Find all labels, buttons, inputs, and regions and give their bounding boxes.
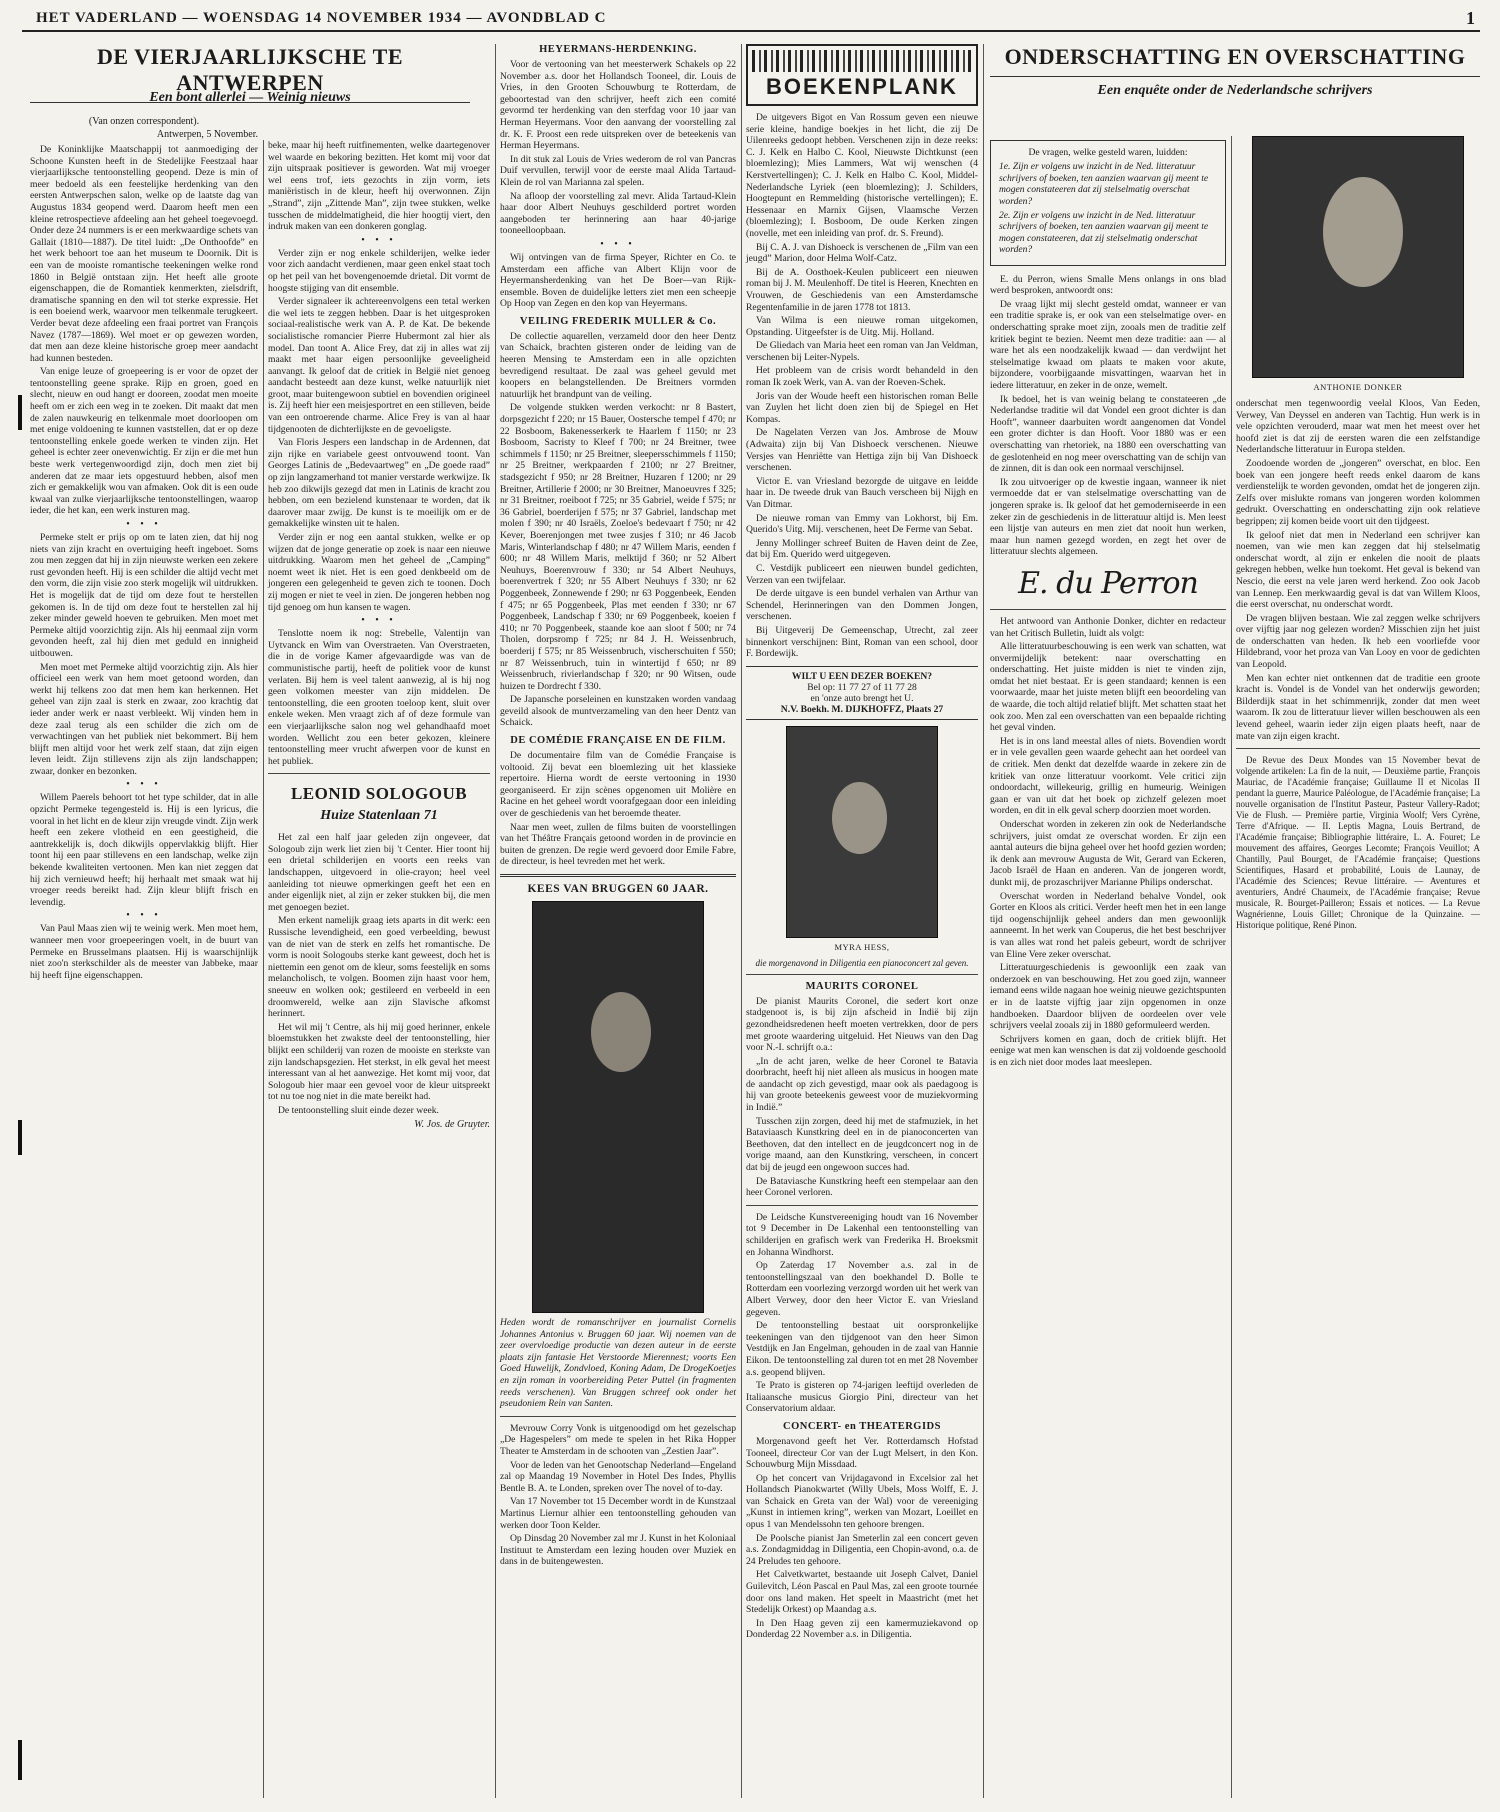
paragraph: De vraag lijkt mij slecht gesteld omdat, wanneer er van een traditie sprake is, er ook van een stelselmatige over- en onderschatting sprake moet zijn, zooals men de traditie zelf kritiek begint te bezien. Neemt men deze traditie: aan — al ware het als een noodzakelijk kwaad — dan verdwijnt het stelselmatige kwaad om plaats te maken voor akute, bijzondere, voorbijgaande misvattingen, waarvan het in iedere litteratuur, en zeker in de onze, wemelt. [990, 298, 1226, 391]
column-rule [741, 44, 742, 1798]
paragraph: C. Vestdijk publiceert een nieuwen bundel gedichten, Verzen van een twijfelaar. [746, 562, 978, 586]
paragraph: Schrijvers komen en gaan, doch de critiek blijft. Het eenige wat men kan wenschen is dat zij voldoende geschoold is en zich niet door modes laat meeslepen. [990, 1033, 1226, 1068]
paragraph: Men moet met Permeke altijd voorzichtig zijn. Als hier officieel een werk van hem moet getoond worden, dan werkt hij telkens zoo dat men hem kan herkennen. Het geheel van zijn zaal is sterk en zwaar, zoo krachtig dat ieder ander werk er naast verbleekt. Wij vinden hem in deze zaal terug als een schilder die zich om de verwachtingen van het publiek niet bekommert. Bij hem blijft men altijd voor het werk zelf staan, dat zijn eigen leven leidt. Zijn stillevens zijn als zijn landschappen; zwaar, donker en bezonken. [30, 661, 258, 777]
paragraph: Overschat worden in Nederland behalve Vondel, ook Gorter en Kloos als critici. Verder heeft men het in een lange tijd oogenschijnlijk geheel anders dan men gewoonlijk aanneemt. In het werk van Couperus, die het best beschrijver is van alles wat rond het paleis gebeurt, wordt de schrijver van Eline Vere zeker overschat. [990, 890, 1226, 960]
paragraph: De vragen blijven bestaan. Wie zal zeggen welke schrijvers over vijftig jaar nog gelezen worden? Misschien zijn het juist de onderschatten van heden. Ik heb een voorliefde voor Hildebrand, voor het proza van Van Looy en voor de gedichten van Leopold. [1236, 612, 1480, 671]
ad-delivery: en 'onze auto brengt het U. [810, 692, 914, 704]
portrait-photo-anthonie-donker [1252, 136, 1464, 378]
article-title-onderschatting: ONDERSCHATTING EN OVERSCHATTING [990, 44, 1480, 77]
article-title-kees-van-bruggen: KEES VAN BRUGGEN 60 JAAR. [527, 883, 709, 895]
column-rule [495, 44, 496, 1798]
paragraph: Bij de A. Oosthoek-Keulen publiceert een nieuwen roman bij J. M. Meulenhoff. De titel is Heeren, Knechten en Vrouwen, de Geschiedenis van een Amsterdamsche Regentenfamilie in de jaren 1778 tot 1813. [746, 266, 978, 313]
paragraph: De Leidsche Kunstvereeniging houdt van 16 November tot 9 December in De Lakenhal een tentoonstelling van schilderijen en grafisch werk van Frederika H. Broeksmit en Johanna Windhorst. [746, 1211, 978, 1258]
paragraph: Joris van der Woude heeft een historischen roman Belle van Zuylen het licht doen zien bij de Spiegel en Het Kompas. [746, 390, 978, 425]
paragraph: Op Zaterdag 17 November a.s. zal in de tentoonstellingszaal van den boekhandel D. Bolle te Rotterdam een voorlezing verzorgd worden uit het werk van Albert Verwey, door den heer Victor E. van Vriesland gegeven. [746, 1260, 978, 1318]
author-signature: W. Jos. de Gruyter. [414, 1118, 490, 1130]
ad-shop: N.V. Boekh. M. DIJKHOFFZ, Plaats 27 [780, 703, 944, 715]
article-title-maurits-coronel: MAURITS CORONEL [805, 980, 919, 992]
paragraph: De tentoonstelling bestaat uit oorspronkelijke teekeningen van den tijdgenoot van den heer Simon Vestdijk en Jan Engelman, gehouden in de zaal van Hannie Eikon. De tentoonstelling zal duren tot en met 28 November a.s. geopend blijven. [746, 1320, 978, 1378]
paragraph: Na afloop der voorstelling zal mevr. Alida Tartaud-Klein haar door Albert Neuhuys geschilderd portret worden aangeboden ter herinnering aan haar 40-jarige tooneelloopbaan. [500, 190, 736, 237]
paragraph: Het zal een half jaar geleden zijn ongeveer, dat Sologoub zijn werk liet zien bij 't Center. Hier toont hij een drietal schilderijen en voorts een reeks van landschappen, uitgevoerd in olie-crayon; heel veel aanleiding tot nieuwe opmerkingen geeft het een en ander eigenlijk niet, al zijn er zeker stukken bij, die men met genoegen beziet. [268, 832, 490, 913]
margin-mark [18, 1120, 22, 1155]
paragraph: Men kan echter niet ontkennen dat de traditie een groote kracht is. Vondel is de Vondel van het onderwijs geworden; Bilderdijk staat in het schimmenrijk, zonder dat men weet waarom. Ik zou de litteratuur liever willen beschouwen als een levend geheel, waarin ieder zijn eigen plaats heeft, naar de mate van zijn eigen kracht. [1236, 672, 1480, 742]
paragraph: Willem Paerels behoort tot het type schilder, dat in alle opzicht Permeke tegengesteld is. Hij is een lyricus, die vooral in het licht en de kleur zijn vreugde vindt. Zijn werk heeft een zekere vlotheid en een geestigheid, die aantrekkelijk is, doch dikwijls oppervlakkig blijft. Hier toont hij een paar stillevens en een landschap, welke zijn bekende kwaliteiten vertoonen. Men kan niet zeggen dat hij zich vernieuwd heeft; hij herhaalt met smaak wat hij vroeger reeds bereikt had. Zijn kleur blijft frisch en levendig. [30, 792, 258, 908]
paragraph: E. du Perron, wiens Smalle Mens onlangs in ons blad werd besproken, antwoordt ons: [990, 273, 1226, 297]
paragraph: Van Paul Maas zien wij te weinig werk. Men moet hem, wanneer men voor groepeeringen voelt, in de buurt van Permeke en Brusselmans plaatsen. Hij is waarschijnlijk niet zoo'n sterkschilder als de meester van Jabbeke, maar hij heeft fijne eigenschappen. [30, 923, 258, 981]
paragraph: Men erkent namelijk graag iets aparts in dit werk: een Russische levendigheid, een goed verbeelding, bewust van de niet van de sterk en zelfs het romantische. De vorm is nooit Sologoubs sterke kant geweest, doch het is niettemin een genot om de kleur, soms feestelijk en soms melancholisch, te volgen. Boomen zijn haast voor hem, sneeuw en wolken ook; gestileerd en verbeeld in een droomwereld, welke aan zijn Slavische afkomst herinnert. [268, 915, 490, 1020]
paragraph: Op het concert van Vrijdagavond in Excelsior zal het Hollandsch Pianokwartet (Willy Ubels, Moss Wolff, E. J. van Schaick en Greta van der Wal) voor de vereeniging „Kunst in intiemen kring”, werken van Mozart, Loeillet en opus 1 van Mendelssohn ten gehoore brengen. [746, 1472, 978, 1531]
paragraph: Zoodoende worden de „jongeren” overschat, en bloc. Een boek van een jongere heeft reeds enkel daarom de kans verdienstelijk te worden gevonden, omdat het de jongeren zijn. Zelfs over mislukte romans van jongeren worden kolommen gedrukt. Overschatting en onderschatting zijn ook relatieve begrippen; zij komen beide voort uit den tijdgeest. [1236, 457, 1480, 527]
article-subtitle-statenlaan: Huize Statenlaan 71 [320, 808, 438, 824]
paragraph: De volgende stukken werden verkocht: nr 8 Bastert, dorpsgezicht f 220; nr 15 Bauer, Oostersche tempel f 470; nr 22 Bosboom, Bakenesserkerk te Haarlem f 1150; nr 23 Bosboom, Sacristy to Kleef f 700; nr 24 Breitner, twee schimmels f 1150; nr 25 Breitner, sleepersschimmels f 1150; nr 25 Breitner, werkpaarden f 2100; nr 27 Breitner, stadsgezicht f 950; nr 28 Breitner, Huzaren f 1200; nr 29 Breitner, Artillerie f 2000; nr 30 Breitner, Manoeuvres f 325; nr 31 Breitner, roeiboot f 725; nr 35 Gabriel, weide f 575; nr 36 Gabriel, boerderijen f 575; nr 37 Gabriel, landschap met molen f 390; nr 40 Israëls, Zoeloe's bedevaart f 750; nr 42 Kever, Boerenjongen met twee zusjes f 310; nr 46 Jacob Maris, Winterlandschap f 480; nr 47 Willem Maris, eenden f 600; nr 48 Willem Maris, melktijd f 360; nr 52 Albert Neuhuys, Boerenvrouw f 330; nr 54 Albert Neuhuys, boerenvertrek f 320; nr 55 Albert Neuhuys f 330; nr 62 Poggenbeek, Zonnewende f 290; nr 63 Poggenbeek, Eenden f 475; nr 65 Poggenbeek, Plas met eenden f 330; nr 67 Poggenbeek, Landschap f 330; nr 69 Poggenbeek, koeien f 410; nr 70 Poggenbeek, staande koe aan sloot f 500; nr 74 Tholen, dorpsromp f 725; nr 84 J. H. Weissenbruch, boerderij f 575; nr 85 Weissenbruch, vischerschuiten f 550; nr 87 Weissenbruch, tuin in wintertijd f 650; nr 89 Weissenbruch, rivierlandschap f 320; nr 90 Witsen, oude huizen te Dordrecht f 330. [500, 402, 736, 692]
paragraph: De documentaire film van de Comédie Française is voltooid. Zij bevat een bloemlezing uit het klassieke repertoire. Hierna wordt de eerste vertooning in 1930 georganiseerd. Er zijn scènes opgenomen uit Molière en Racine en het geheel wordt voorafgegaan door een inleiding over de geschiedenis van het beroemde theater. [500, 750, 736, 820]
portrait-photo-kees-van-bruggen [532, 901, 704, 1313]
article-title-vierjaarlijksche: DE VIERJAARLIJKSCHE TE ANTWERPEN [30, 44, 470, 103]
paragraph-revue: De Revue des Deux Mondes van 15 November bevat de volgende artikelen: La fin de la nuit, — Deuxième partie, François Mauriac, de l'Académie française; Guillaume II et Nicolas II pendant la guerre, Maurice Paléologue, de l'Académie française; La nouvelle organisation de l'Institut Pasteur, Pasteur Vallery-Radot; Vie de Flush. — Première partie, Virginia Woolf; Vers Cyrène, Terre d'Afrique. — II. Leptis Magna, Louis Bertrand, de l'Académie française; Bibliographie littéraire, L. A. Fouret; Le mouvement des affaires, Georges Lecomte; François Veuillot; A Chantilly, Paul Bourget, de l'Académie française; Questions Scientifiques, Hasard et probabilité, Louis de Launay, de l'Académie des Sciences; Revue littéraire. — Aventures et aventuriers, André Chaumeix, de l'Académie française; Revue musicale, R. Bourget-Pailleron; Essais et notices. — La Revue Wagnérienne, Louis Gillet; Chronique de la Quinzaine. — Historique politique, René Pinon. [1236, 755, 1481, 931]
paragraph: Van 17 November tot 15 December wordt in de Kunstzaal Martinus Liernur alhier een tentoonstelling gehouden van werken door Toon Kelder. [500, 1496, 736, 1531]
questions-box [990, 140, 1226, 266]
photo-caption-name: MYRA HESS, [834, 941, 890, 952]
paragraph: Van Floris Jespers een landschap in de Ardennen, dat zijn rijke en variabele geest ontvouwend toont. Van Georges Latinis de „Bedevaartweg” en „De goede raad” op zijn langzamerhand tot manier verstarde werkwijze. Ik heb zoo dikwijls gezegd dat men in Latinis de kracht zou hebben, om een bezielend kunstenaar te worden, dat ik daarover maar zwijg. De kunst is te moeilijk om er de gemakkelijke winsten uit te halen. [268, 437, 490, 530]
paragraph: In Den Haag geven zij een kamermuziekavond op Donderdag 22 November a.s. in Diligentia. [746, 1617, 978, 1641]
paragraph: Mevrouw Corry Vonk is uitgenoodigd om het gezelschap „De Hagespelers” om mede te spelen in het Rika Hopper Theater te Amsterdam in de schooten van „Zestien Jaar”. [500, 1422, 736, 1457]
paragraph: Voor de vertooning van het meesterwerk Schakels op 22 November a.s. door het Hollandsch Tooneel, dir. Louis de Vries, in den Grooten Schouwburg te Rotterdam, de geboortestad van den schrijver, heeft zich een comité gevormd ter herdenking van den sterfdag voor 10 jaar van Herman Heyermans. Voor den aanvang der voorstelling zal dr. K. F. Proost een rede uitspreken over de beteekenis van Herman Heyermans. [500, 59, 736, 152]
paragraph: Morgenavond geeft het Ver. Rotterdamsch Hofstad Tooneel, directeur Cor van der Lugt Melsert, in den Kon. Schouwburg Mijn Missdaad. [746, 1435, 978, 1471]
column-rule [263, 140, 264, 1798]
paragraph: De Bataviasche Kunstkring heeft een stempelaar aan den heer Coronel verloren. [746, 1175, 978, 1199]
paragraph: Tenslotte noem ik nog: Strebelle, Valentijn van Uytvanck en Wim van Overstraeten. Van Overstraeten, die in de vorige Kamer afgevaardigde was van de communistische partij, heeft de politiek voor de kunst verlaten. Bij hem is veel talent aanwezig, al is hij nog geen volkomen meester van zijn middelen. De tentoonstelling, die een grooten toeloop kent, sluit over enkele weken. Men vraagt zich af of deze formule van een vierjaarlijksche salon nog wel gehandhaafd moet worden. Wellicht zou een beter gekozen, kleinere tentoonstelling meer vrucht afwerpen voor de kunst en het publiek. [268, 628, 490, 767]
margin-mark [18, 395, 22, 430]
column-2 [268, 140, 490, 1798]
paragraph: Voor de leden van het Genootschap Nederland—Engeland zal op Maandag 19 November in Hotel Des Indes, Phyllis Bentle B. A. te Londen, spreken over The novel of to-day. [500, 1459, 736, 1494]
photo-caption-kees-van-bruggen: Heden wordt de romanschrijver en journalist Cornelis Johannes Antonius v. Bruggen 60 jaar. Wij noemen van de zeer overvloedige productie van dezen auteur in de eerste plaats zijn fantasie Het Verstoorde Mierennest; voorts Een Goed Huwelijk, Zondvloed, Koning Adam, De DrogeKoetjes en zijn roman in voorbereiding Peter Puttel (in fragmenten reeds verschenen). Van Bruggen schreef ook onder het pseudoniem Rein van Santen. [500, 1317, 736, 1410]
paragraph: De Nagelaten Verzen van Jos. Ambrose de Mouw (Adwaita) zijn bij Van Dishoeck verschenen. Nieuwe Versjes van Henriëtte van Hettiga zijn bij Van Dishoeck verschenen. [746, 427, 978, 474]
paragraph: In dit stuk zal Louis de Vries wederom de rol van Pancras Duif vervullen, terwijl voor de eerste maal Alida Tartaud-Klein de rol van Marianna zal spelen. [500, 153, 736, 188]
paragraph: Tusschen zijn zorgen, deed hij met de stafmuziek, in het Bataviaasch Kunstkring deel en in de pianoconcerten van Beethoven, dat den intellect en de jeugdconcert nog in de vorige maand, aan den Kunstkring, verscheen, in concert dat bij de jeugd een ongewoon succes had. [746, 1115, 978, 1174]
paragraph: Het probleem van de crisis wordt behandeld in den roman Ik zoek Werk, van A. van der Roeven-Schek. [746, 365, 978, 389]
paragraph: Naar men weet, zullen de films buiten de voorstellingen van het Théâtre Français getoond worden in de provincie en buiten de grenzen. De regie werd gevoerd door Emile Fabre, de directeur, is heel tevreden met het werk. [500, 821, 736, 868]
divider [268, 773, 490, 774]
portrait-face [832, 782, 887, 854]
divider [500, 1416, 736, 1417]
column-4 [746, 44, 978, 1798]
paragraph: De Gliedach van Maria heet een roman van Jan Veldman, verschenen bij Leiter-Nypels. [746, 340, 978, 363]
paragraph: De Koninklijke Maatschappij tot aanmoediging der Schoone Kunsten heeft in de Stedelijke Feestzaal haar vierjaarlijksche tentoonstelling geopend. Deze is min of meer bedoeld als een feestelijke herdenking van den eersten Antwerpschen salon, welke op de laatste dag van Augustus 1834 geopend werd. Daarom heeft men een kleine retrospectieve afdeeling aan het geheel toegevoegd. Onder deze 24 nummers is er een merkwaardige schets van Gallait (1810—1887). De titel luidt: „De Onthoofde” en het werk behoort toe aan het museum te Doornik. Dit is een van de mooiste romantische teekeningen welke rond 1860 in België ontstaan zijn. Het heeft alle groote eigenschappen, die de Romantiek kenmerkten, zielsdrift, dramatische spanning en den wil tot sterke expressie. Het is een boeiend werk, waarvoor men telkenmale terugkeert. Verder bevat deze afdeeling een fraai portret van François Navez (1787—1869). Wel moet er op gewezen worden, dat men aan deze kleine historische groep meer aandacht had kunnen besteden. [30, 144, 258, 364]
portrait-face [591, 992, 651, 1072]
masthead-title: HET VADERLAND — WOENSDAG 14 NOVEMBER 1934 — AVONDBLAD C [36, 10, 607, 26]
ad-phone: Bel op: 11 77 27 of 11 77 28 [807, 681, 917, 693]
article-title-heyermans: HEYERMANS-HERDENKING. [539, 44, 697, 55]
boekenplank-logo [746, 44, 978, 106]
question-1: 1e. Zijn er volgens uw inzicht in de Ned. litteratuur schrijvers of boeken, ten aanzien waarvan gij meent te mogen constateeren dat zij stelselmatig overschat worden? [999, 161, 1209, 207]
article-subtitle: Een bont allerlei — Weinig nieuws [149, 90, 351, 105]
article-title-concertgids: CONCERT- en THEATERGIDS [783, 1420, 941, 1432]
paragraph: De derde uitgave is een bundel verhalen van Arthur van Schendel, Herinneringen van den Dommen Jongen, verschenen. [746, 588, 978, 623]
divider [746, 974, 978, 975]
questions-intro: De vragen, welke gesteld waren, luidden: [1028, 147, 1188, 158]
paragraph: Victor E. van Vriesland bezorgde de uitgave en leidde haar in. De tweede druk van Bauch verscheen bij Nijgh en Van Ditmar. [746, 475, 978, 510]
section-separator: • • • [126, 910, 162, 922]
portrait-photo-myra-hess [786, 726, 938, 938]
divider [746, 1205, 978, 1206]
column-rule [983, 44, 984, 1798]
paragraph: Het wil mij 't Centre, als hij mij goed herinner, enkele bloemstukken het zwakste deel der tentoonstelling, hier blijkt een schilderij van rozen de mooiste en sterkste van zijn landschapsgezien. Het sterkst, in elk geval het meest interessant van al het aanwezige. Het komt mij voor, dat Sologoub hier maar een gevoel voor de kleur uitspreekt tot nu toe nog niet in die mate bereikt had. [268, 1021, 490, 1103]
paragraph: Alle litteratuurbeschouwing is een werk van schatten, wat onvermijdelijk betekent: naar overschatting en onderschatting. Het juiste midden is niet te vinden zijn, omdat het niet bestaat. Er is geen standaard; kennen is een voorwaarde, maar het juiste meten blijft een beoordeling van de waarde, die toch altijd relatief blijft. Met schatten staat het ook zoo. Men zal een overschatten van een bepaalde richting het geval vinden. [990, 641, 1226, 734]
article-title-comedie: DE COMÉDIE FRANÇAISE EN DE FILM. [510, 735, 726, 747]
article-dateline: Antwerpen, 5 November. [156, 129, 258, 140]
paragraph: Ik bedoel, het is van weinig belang te constateeren „de Nederlandse traditie wil dat Vondel een groot dichter is dan Hooft”, wanneer daarbuiten wordt aangenomen dat Vondel een groter dichter is dan Hooft. Voor 1880 was er een overschatting van rhetoriek, na 1880 een overschatting van de geslotenheid en nog meer overschatting van de schijn van de zinnen, dit is dan ook een normaal verschijnsel. [990, 393, 1226, 475]
paragraph: Bij C. A. J. van Dishoeck is verschenen de „Film van een jeugd” Marion, door Helma Wolf-Catz. [746, 241, 978, 265]
paragraph: De collectie aquarellen, verzameld door den heer Dentz van Schaick, brachten gisteren onder de leiding van de heeren Mensing te Amsterdam een in alle opzichten bevredigend resultaat. De zaal was geheel gevuld met koopers en belangstellenden. De Breitners vormden natuurlijk het brandpunt van de veiling. [500, 330, 736, 400]
paragraph: Te Prato is gisteren op 74-jarigen leeftijd overleden de Italiaansche musicus Giorgio Pini, directeur van het Conservatorium aldaar. [746, 1380, 978, 1415]
paragraph: Wij ontvingen van de firma Speyer, Richter en Co. te Amsterdam een affiche van Albert Klijn voor de Heyermansherdenking van het De Boer—van Rijk-ensemble. Boven de duidelijke letters ziet men een scheepje Op Hoop van Zegen en den kop van Heyermans. [500, 251, 736, 310]
paragraph: De nieuwe roman van Emmy van Lokhorst, bij Em. Querido's Uitg. Mij. verschenen, heet De Ferme van Sebat. [746, 512, 978, 536]
paragraph: De Poolsche pianist Jan Smeterlin zal een concert geven a.s. Zondagmiddag in Diligentia, een Chopin-avond, o.a. de 24 Preludes ten gehoore. [746, 1532, 978, 1567]
section-separator: • • • [361, 234, 397, 246]
page-number: 1 [1466, 8, 1476, 28]
paragraph: onderschat men tegenwoordig veelal Kloos, Van Eeden, Verwey, Van Deyssel en anderen van Tachtig. Hun werk is in vele opzichten verouderd, maar wat men het meest over het hoofd ziet is dat zij de eersten waren die een zelfstandige Nederlandsche litteratuur in Europa stelden. [1236, 398, 1480, 456]
paragraph: De uitgevers Bigot en Van Rossum geven een nieuwe serie kleine, handige boekjes in het licht, die zij De Uilenreeks gedoopt hebben. Verschenen zijn in deze reeks: C. J. Kelk en Halbo C. Kool, Nieuwste Dichtkunst (een bloemlezing); Mies Lammers, Wat wij wenschen (4 Kerstvertellingen); C. J. Kelk en Halbo C. Kool, Middel-Nederlandsche Lyriek (een bloemlezing); J. Schilders, Hoogtepunt en Remmelding (historische vertellingen); E. Hessenaar en Marnix Gijsen, Vlaamsche Verzen (bloemlezing); I. Bosboom, De oude Kerken zingen (novelle, met een inleiding van prof. dr. S. Freund). [746, 112, 978, 239]
paragraph: Bij Uitgeverij De Gemeenschap, Utrecht, zal zeer binnenkort verschijnen: Bint, Roman van een school, door F. Bordewijk. [746, 624, 978, 660]
column-3 [500, 44, 736, 1798]
margin-mark [18, 1740, 22, 1780]
column-5 [990, 136, 1226, 1798]
masthead [22, 8, 1480, 32]
paragraph: Litteratuurgeschiedenis is gewoonlijk een zaak van onderzoek en van beschouwing. Het zou goed zijn, wanneer iemand eens wilde nagaan hoe weinig nieuwe gezichtspunten er in de laatste vijftig jaar zijn opgenomen in onze handboeken. Daardoor blijven de oordeelen over vele schrijvers veelal zooals zij in 1880 geformuleerd werden. [990, 962, 1226, 1032]
paragraph: De pianist Maurits Coronel, die sedert kort onze stadgenoot is, is bij zijn afscheid in Indië bij zijn gezondheidsredenen heeft moeten vertrekken, door de pers met groote waardering uitgeluid. Het Nieuws van den Dag voor N.-I. schrijft o.a.: [746, 995, 978, 1054]
article-byline: (Van onzen correspondent). [88, 116, 200, 127]
paragraph: Van Wilma is een nieuwe roman uitgekomen, Opstanding. Uitgeefster is de Uitg. Mij. Holland. [746, 315, 978, 338]
column-6 [1236, 136, 1480, 1798]
paragraph: Permeke stelt er prijs op om te laten zien, dat hij nog niets van zijn kracht en overtuiging heeft ingeboet. Soms zou men zeggen dat hij in zijn nieuwste werken een zekere rust gevonden heeft. Hij is een schilder die altijd vecht met den vorm, die zijn visie zoo sterk mogelijk wil uitdrukken. Het is mogelijk dat de tijd om deze fout te herstellen gekomen is. In de tijd om deze fout te herstellen zal hij zeker minder geweld hoeven te gebruiken. Men moet met Permeke altijd voorzichtig zijn. Als hij eenmaal zijn vorm gevonden heeft, zal hij dien met geduld en innigheid uitbouwen. [30, 532, 258, 659]
portrait-face [1323, 177, 1403, 287]
enquete-header [990, 44, 1480, 134]
paragraph: Van enige leuze of groepeering is er voor de opzet der tentoonstelling geene sprake. Rijp en groen, goed en slecht, nieuw en oud hangt er dooreen, zoodat men moeite heeft om er zich een weg in te zoeken. Dit maakt dat men de zalen nauwkeurig en telkenmale moet doorloopen om met enige voldoening te kunnen vaststellen, dat er op deze tentoonstelling enkele goede werken te vinden zijn. Het geheel is echter zeer onevenwichtig. Er zijn er die met hun beste werk vertegenwoordigd zijn, doch men ziet bij anderen dat ze maar iets opgestuurd hebben, alsof men zich er gemakkelijk wou van afmaken. Ook dit is een oude kwaal van zulke vierjaarlijksche tentoonstellingen, waarop ieder, die het kan, een werk insturen mag. [30, 366, 258, 517]
column-rule [1231, 136, 1232, 1798]
paragraph: Ik zou uitvoeriger op de kwestie ingaan, wanneer ik niet vermoedde dat er van stelselmatige overschatting van de jongeren sprake is. Ik geloof dat het gemoderniseerde in een zeker zin de geschiedenis in de litteratuur altijd is. Men leest een lijstje van auteurs en men ziet dat nooit hun werken, maar hun namen gezegd worden, en zegt het over de litteratuur slechts algemeen. [990, 476, 1226, 558]
section-separator: • • • [126, 519, 162, 530]
paragraph: Op Dinsdag 20 November zal mr J. Kunst in het Koloniaal Instituut te Amsterdam een lezing houden over Muziek en dans in de buitengewesten. [500, 1533, 736, 1568]
photo-caption-text: die morgenavond in Diligentia een pianoconcert zal geven. [755, 957, 969, 968]
section-separator: • • • [600, 238, 636, 250]
paragraph: Onderschat worden in zekeren zin ook de Nederlandsche schrijvers, juist omdat ze overschat worden. Er zijn een aantal auteurs die bijna geheel over het hoofd gezien worden; ik denk aan mevrouw Augusta de Wit, Gerard van Eckeren, Jacob Israël de Haan en anderen. Van de jongeren wordt, dunkt mij, de prozaschrijver Marianne Philips onderschat. [990, 819, 1226, 888]
article-title-veiling: VEILING FREDERIK MULLER & Co. [519, 315, 717, 327]
paragraph: Verder zijn er nog een aantal stukken, welke er op wijzen dat de jonge generatie op zoek is naar een nieuwe uitdrukking. Waarom men het geheel de „Camping” noemt weet ik niet. Het is een goed denkbeeld om de jongeren een gelegenheid te geven zich te toonen. Doch zij mogen er niet te veel in zien. De jongeren hebben nog tijd genoeg om hun kansen te wagen. [268, 532, 490, 613]
question-2: 2e. Zijn er volgens uw inzicht in de Ned. litteratuur schrijvers of boeken, ten aanzien waarvan gij meent te mogen constateeren, dat zij stelselmatig onderschat worden? [999, 210, 1209, 256]
divider [500, 874, 736, 877]
boekenplank-wordmark: BOEKENPLANK [766, 74, 958, 99]
article-title-leonid-sologoub: LEONID SOLOGOUB [290, 784, 468, 804]
handwritten-signature-du-perron: E. du Perron [1018, 565, 1198, 601]
paragraph: Jenny Mollinger schreef Buiten de Haven deint de Zee, dat bij Em. Querido werd uitgegeven. [746, 537, 978, 561]
paragraph: De Japansche porseleinen en kunstzaken worden vandaag geveild alsook de muntverzameling van den heer Dentz van Schaick. [500, 694, 736, 729]
divider [1236, 748, 1480, 749]
section-separator: • • • [126, 779, 162, 791]
bookshop-advertisement [746, 666, 978, 720]
ad-title: WILT U EEN DEZER BOEKEN? [791, 670, 933, 682]
paragraph: Het is in ons land meestal alles of niets. Bovendien wordt er in vele gevallen geen waarde gehecht aan het oordeel van de critiek. Men denkt dat dezelfde waarde in zekere zin de kritiek van onze litteratuur voorkomt. Vele critici zijn ondoordacht, willekeurig, grillig en humeurig. Weinigen gaan er van uit dat het boek op zichzelf gelezen moet worden, en dit in elk geval scherp doorzien moet worden. [990, 735, 1226, 817]
divider [990, 609, 1226, 610]
bookshelf-icon [752, 50, 972, 72]
paragraph: Verder zijn er nog enkele schilderijen, welke ieder voor zich aandacht verdienen, maar geen enkel staat toch op het peil van het bovengenoemde drietal. Dit vormt de hoogste stijging van dit ensemble. [268, 247, 490, 294]
paragraph: Het Calvetkwartet, bestaande uit Joseph Calvet, Daniel Guilevitch, Léon Pascal en Paul Mas, zal een groote tournée door ons land maken. Het speelt in Maastricht (met het Stedelijk Orkest) op Maandag a.s. [746, 1569, 978, 1616]
paragraph: De tentoonstelling sluit einde dezer week. [278, 1104, 439, 1116]
paragraph: Ik geloof niet dat men in Nederland een schrijver kan noemen, van wie men kan zeggen dat hij stelselmatig onderschat wordt, al zijn er enkelen die nooit de plaats gekregen hebben, welke hun toekomt. Het geval is bekend van Nescio, die eerst na vele jaren werd herkend. Zoo ook Jacob van Lennep. Een merkwaardig geval is dat van Willem Kloos, die eerst overschat, nu onderschat wordt. [1236, 529, 1480, 611]
column-1-body [30, 84, 351, 1798]
paragraph: Verder signaleer ik achtereenvolgens een tetal werken die wel iets te zeggen hebben. Daar is het uitgesproken sociaal-realistische werk van A. P. de Kat. De bekende socialistische romancier Pierre Hubermont zal hier als model. Dan toont A. Alice Frey, dat zij in alles wat zij maakt met haar eigen persoonlijke geveeligheid aanvangt. Ik geloof dat de critiek in België niet genoeg aandacht besteedt aan deze kunst, welke natuurlijk niet groot, maar buitengewoon subtiel en bovendien origineel is. Zij heeft hier een meisjesportret en een stilleven, beide van een ontroerende charme. Alice Frey is van al haar tijdgenooten de dichterlijkste en de gevoeligste. [268, 296, 490, 435]
section-separator: • • • [361, 615, 397, 627]
photo-caption-anthonie-donker: ANTHONIE DONKER [1313, 382, 1403, 392]
paragraph: „In de acht jaren, welke de heer Coronel te Batavia doorbracht, heeft hij niet alleen als musicus in hoogen mate de aandacht op zich gevestigd, maar ook als paedagoog is hij van groote beteekenis geweest voor de muziekvorming in Indië.” [746, 1055, 978, 1114]
paragraph: beke, maar hij heeft ruitfinementen, welke daartegenover wel waarde en bekoring bezitten. Het komt mij voor dat zijn uitspraak positiever is geworden. Wat mij vroeger wel eens trof, iets gezochts in zijn vorm, iets maniëristisch in de kleur, heeft hij overwonnen. Zijn „Strand”, zijn „Zittende Man”, zijn twee stukken, welke tusschen de middelmatigheid, die hier hoogtij viert, den indruk maken van een donkeren gonglag. [268, 140, 490, 233]
article-subtitle-enquete: Een enquête onder de Nederlandsche schrijvers [1097, 83, 1373, 98]
paragraph: Het antwoord van Anthonie Donker, dichter en redacteur van het Critisch Bulletin, luidt als volgt: [990, 615, 1226, 639]
